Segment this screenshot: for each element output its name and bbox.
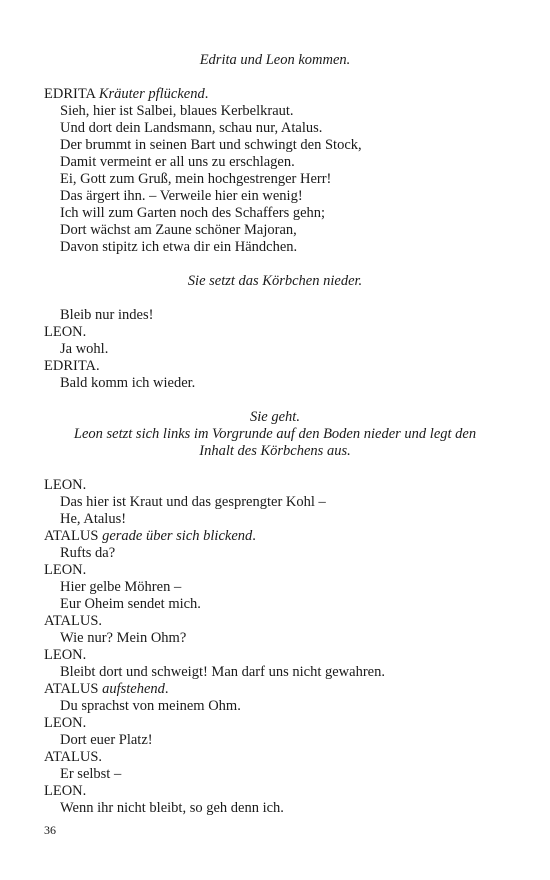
speaker-name: LEON. — [44, 324, 87, 340]
speaker-line — [44, 358, 506, 375]
verse-line: Das ärgert ihn. – Verweile hier ein wenig! — [60, 188, 303, 204]
verse-line: Du sprachst von meinem Ohm. — [60, 698, 241, 714]
verse-line: He, Atalus! — [60, 511, 127, 527]
speaker-punctuation: . — [252, 528, 256, 544]
spacer — [44, 460, 506, 477]
speaker-name: LEON. — [44, 647, 87, 663]
speaker-line — [44, 681, 506, 698]
speaker-line — [44, 528, 506, 545]
speaker-line — [44, 562, 506, 579]
speaker-stage-note: Kräuter pflückend — [98, 86, 205, 102]
speaker-line — [44, 613, 506, 630]
speaker-line — [44, 783, 506, 800]
verse-line: Ei, Gott zum Gruß, mein hochgestrenger Herr! — [60, 171, 332, 187]
spacer — [44, 290, 506, 307]
speaker-name: LEON. — [44, 477, 87, 493]
stage-direction — [44, 273, 506, 290]
speaker-name: ATALUS — [44, 528, 99, 544]
speaker-line — [44, 647, 506, 664]
verse-line: Dort wächst am Zaune schöner Majoran, — [60, 222, 297, 238]
speaker-name: LEON. — [44, 715, 87, 731]
verse-line: Bleibt dort und schweigt! Man darf uns nicht gewahren. — [60, 664, 385, 680]
speaker-stage-note: gerade über sich blickend — [102, 528, 253, 544]
verse-line: Rufts da? — [60, 545, 116, 561]
speaker-name: ATALUS. — [44, 613, 103, 629]
stage-direction — [44, 409, 506, 460]
speaker-name: LEON. — [44, 783, 87, 799]
spacer — [44, 256, 506, 273]
speaker-line — [44, 324, 506, 341]
speaker-line — [44, 86, 506, 103]
speaker-name: ATALUS. — [44, 749, 103, 765]
verse-line: Und dort dein Landsmann, schau nur, Atalus. — [60, 120, 323, 136]
verse-line: Der brummt in seinen Bart und schwingt den Stock, — [60, 137, 362, 153]
verse-line: Damit vermeint er all uns zu erschlagen. — [60, 154, 295, 170]
stage-direction-line: Inhalt des Körbchens aus. — [199, 443, 351, 459]
verse-line: Ja wohl. — [60, 341, 109, 357]
speaker-line — [44, 749, 506, 766]
stage-direction-line: Sie geht. — [250, 409, 300, 425]
stage-direction-line: Edrita und Leon kommen. — [199, 52, 351, 68]
speaker-name: EDRITA. — [44, 358, 100, 374]
spacer — [44, 69, 506, 86]
speaker-stage-note: aufstehend — [102, 681, 165, 697]
verse-line: Er selbst – — [60, 766, 122, 782]
verse-line: Eur Oheim sendet mich. — [60, 596, 201, 612]
verse-line: Bleib nur indes! — [60, 307, 154, 323]
verse-line: Wenn ihr nicht bleibt, so geh denn ich. — [60, 800, 284, 816]
speaker-name: LEON. — [44, 562, 87, 578]
speaker-name: ATALUS — [44, 681, 99, 697]
verse-line: Hier gelbe Möhren – — [60, 579, 182, 595]
speaker-punctuation: . — [204, 86, 209, 102]
verse-line: Ich will zum Garten noch des Schaffers gehn; — [60, 205, 326, 221]
speaker-line — [44, 715, 506, 732]
speaker-line — [44, 477, 506, 494]
stage-direction-line: Leon setzt sich links im Vorgrunde auf den Boden nieder und legt den — [73, 426, 477, 442]
verse-line: Wie nur? Mein Ohm? — [60, 630, 187, 646]
verse-line: Das hier ist Kraut und das gesprengter Kohl – — [60, 494, 326, 510]
verse-line: Dort euer Platz! — [60, 732, 153, 748]
verse-line: Bald komm ich wieder. — [60, 375, 196, 391]
speaker-punctuation: . — [164, 681, 169, 697]
stage-direction — [44, 52, 506, 69]
stage-direction-line: Sie setzt das Körbchen nieder. — [187, 273, 363, 289]
verse-line: Davon stipitz ich etwa dir ein Händchen. — [60, 239, 298, 255]
play-text — [44, 52, 506, 817]
spacer — [44, 392, 506, 409]
page-number: 36 — [44, 823, 56, 837]
speaker-name: EDRITA — [44, 86, 96, 102]
verse-line: Sieh, hier ist Salbei, blaues Kerbelkraut. — [60, 103, 294, 119]
